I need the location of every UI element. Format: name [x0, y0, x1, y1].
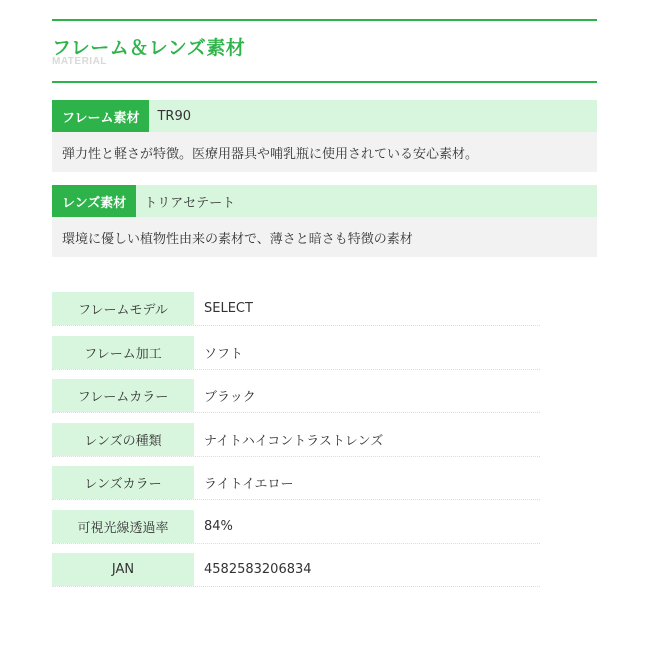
bottom-divider	[52, 81, 597, 83]
lens-material-header	[52, 185, 597, 217]
section-subtitle: MATERIAL	[52, 56, 107, 67]
spec-row-frame-process	[52, 336, 540, 370]
lens-material-block	[52, 185, 597, 257]
spec-row-frame-model	[52, 292, 540, 326]
top-divider	[52, 19, 597, 21]
lens-material-badge: レンズ素材	[52, 185, 136, 217]
spec-label: フレームカラー	[52, 379, 194, 412]
spec-value: ナイトハイコントラストレンズ	[204, 433, 384, 449]
spec-table	[52, 292, 540, 597]
spec-value: ライトイエロー	[204, 477, 294, 492]
frame-material-value: TR90	[157, 108, 191, 124]
spec-row-lens-type	[52, 423, 540, 457]
spec-row-jan	[52, 553, 540, 587]
lens-material-value: トリアセテート	[144, 195, 236, 211]
spec-label: レンズの種類	[52, 423, 194, 456]
spec-value: SELECT	[204, 301, 253, 316]
spec-row-lens-color	[52, 466, 540, 500]
spec-label: JAN	[52, 553, 194, 586]
lens-material-description: 環境に優しい植物性由来の素材で、薄さと暗さも特徴の素材	[52, 217, 597, 257]
spec-label: フレーム加工	[52, 336, 194, 369]
spec-label: 可視光線透過率	[52, 510, 194, 543]
spec-value: ソフト	[204, 346, 244, 362]
spec-label: レンズカラー	[52, 466, 194, 499]
spec-value: ブラック	[204, 390, 256, 405]
spec-row-transmittance	[52, 510, 540, 544]
frame-material-description: 弾力性と軽さが特徴。医療用器具や哺乳瓶に使用されている安心素材。	[52, 132, 597, 172]
spec-label: フレームモデル	[52, 292, 194, 325]
spec-value: 84%	[204, 518, 233, 534]
frame-material-block	[52, 100, 597, 172]
spec-row-frame-color	[52, 379, 540, 413]
spec-value: 4582583206834	[204, 562, 312, 577]
section-title: フレーム＆レンズ素材	[52, 37, 246, 59]
frame-material-badge: フレーム素材	[52, 100, 149, 132]
frame-material-header	[52, 100, 597, 132]
